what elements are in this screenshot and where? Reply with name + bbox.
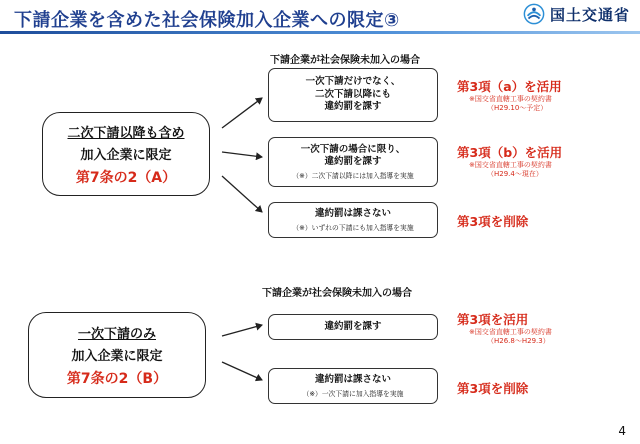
arrow-a3: [222, 176, 262, 212]
option-text: 違約罰は課さない: [314, 207, 391, 219]
section2-option2-box: [268, 368, 438, 404]
page-number: 4: [618, 424, 626, 438]
arrow-b2: [222, 362, 262, 380]
section1-scope-line1: 二次下請以降も含め: [67, 125, 185, 141]
section1-scope-box: [42, 112, 210, 196]
section1-result2-notes: ※国交省直轄工事の契約書 （H29.4～現在）: [469, 161, 552, 179]
option-text: 違約罰は課さない: [314, 373, 391, 385]
arrow-b1: [222, 325, 262, 336]
option-text: 違約罰を課す: [324, 320, 382, 332]
option-text: 一次下請の場合に限り、 違約罰を課す: [300, 143, 406, 167]
page-title: 下請企業を含めた社会保険加入企業への限定③: [14, 10, 400, 31]
option-note: （※）一次下請に加入指導を実施: [302, 390, 404, 399]
section1-result1: 第3項（a）を活用: [457, 79, 562, 94]
logo-text: 国土交通省: [549, 5, 630, 24]
section2-result1-notes: ※国交省直轄工事の契約書 （H26.8～H29.3）: [469, 328, 552, 346]
section2-article: 第7条の2（B）: [66, 370, 168, 387]
section1-result1-notes: ※国交省直轄工事の契約書 （H29.10～予定）: [469, 95, 552, 113]
section2-result2: 第3項を削除: [457, 381, 529, 396]
section1-article: 第7条の2（A）: [75, 169, 177, 186]
section2-scope-line2: 加入企業に限定: [71, 348, 163, 364]
arrow-a2: [222, 152, 262, 157]
section2-label: 下請企業が社会保険未加入の場合: [262, 288, 412, 299]
section1-option2-box: [268, 137, 438, 187]
section2-option1-box: [268, 314, 438, 340]
section1-option1-box: [268, 68, 438, 122]
section1-scope-line2: 加入企業に限定: [80, 147, 172, 163]
section2-scope-line1: 一次下請のみ: [77, 326, 156, 342]
arrow-a1: [222, 98, 262, 128]
section1-result2: 第3項（b）を活用: [457, 145, 563, 160]
option-text: 一次下請だけでなく、 二次下請以降にも 違約罰を課す: [305, 76, 401, 113]
section1-result3: 第3項を削除: [457, 214, 529, 229]
option-note: （※）いずれの下請にも加入指導を実施: [292, 224, 414, 233]
section1-option3-box: [268, 202, 438, 238]
section2-result1: 第3項を活用: [457, 312, 529, 327]
option-note: （※）二次下請以降には加入指導を実施: [292, 172, 414, 181]
section1-label: 下請企業が社会保険未加入の場合: [270, 55, 420, 66]
section2-scope-box: [28, 312, 206, 398]
